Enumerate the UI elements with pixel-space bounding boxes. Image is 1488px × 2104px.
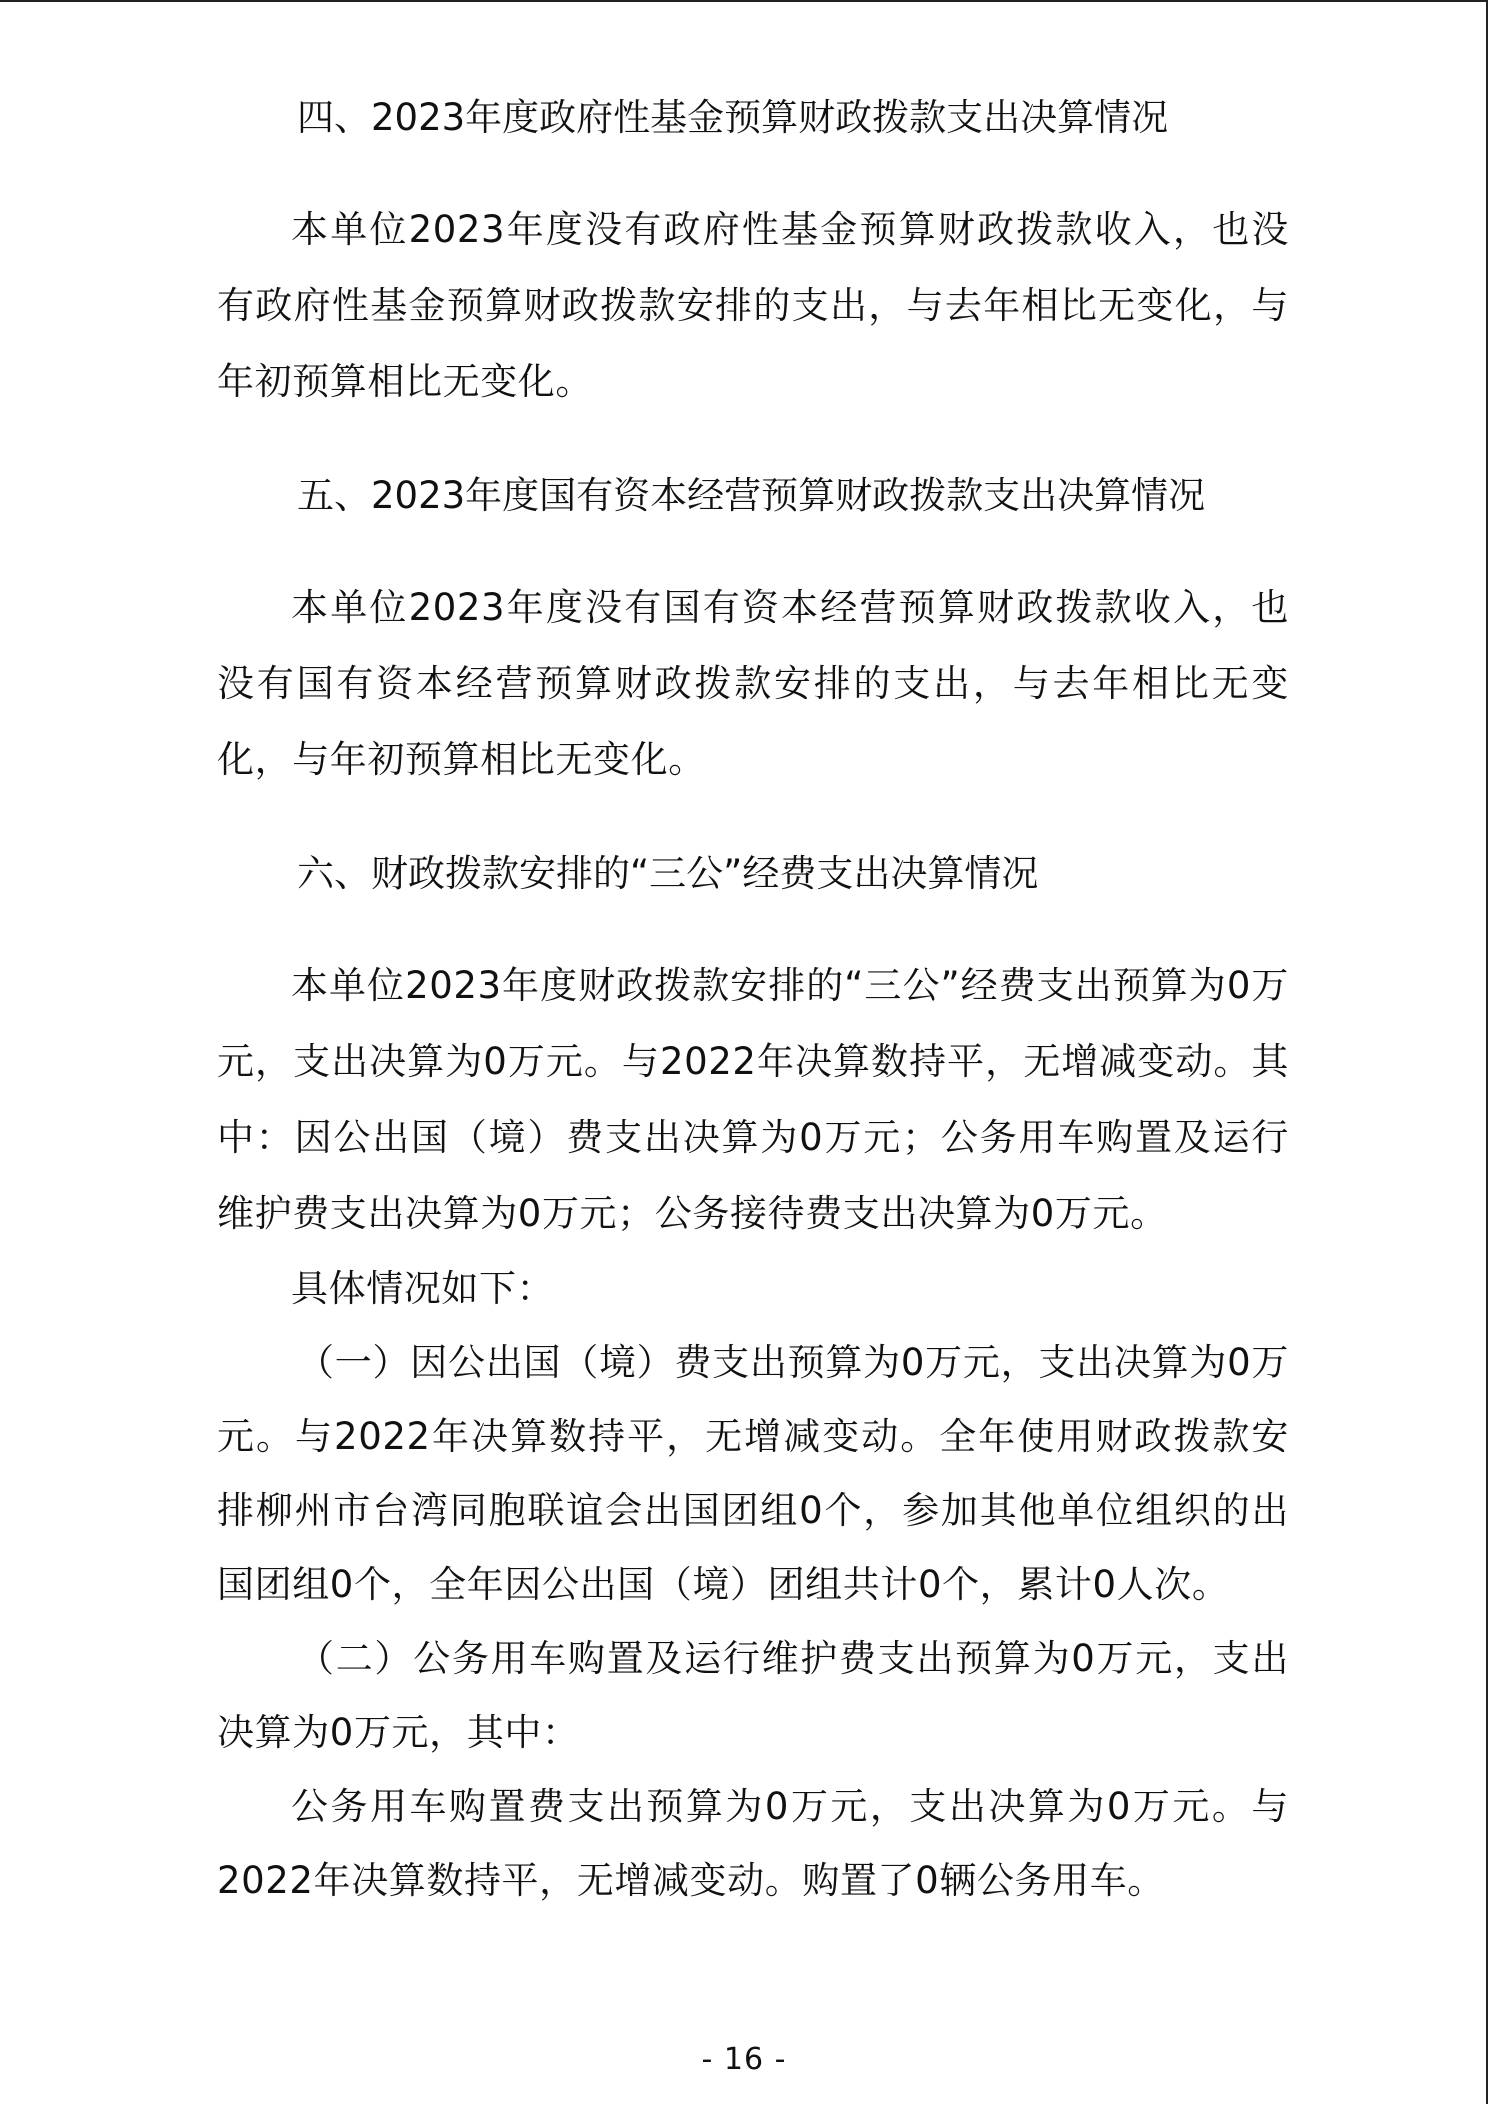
spacer xyxy=(217,798,1289,836)
section-paragraph-6: 本单位2023年度财政拨款安排的“三公”经费支出预算为0万元，支出决算为0万元。与2022年决算数持平，无增减变动。其中：因公出国（境）费支出决算为0万元；公务用车购置及运行维护费支出决算为0万元；公务接待费支出决算为0万元。 xyxy=(217,964,1289,1235)
spacer xyxy=(217,534,1289,570)
page-number: - 16 - xyxy=(701,2042,787,2077)
page-border-top xyxy=(0,0,1488,2)
document-body xyxy=(217,80,1289,1918)
section-heading-5: 五、2023年度国有资本经营预算财政拨款支出决算情况 xyxy=(297,474,1206,517)
details-item-1: （一）因公出国（境）费支出预算为0万元，支出决算为0万元。与2022年决算数持平，无增减变动。全年使用财政拨款安排柳州市台湾同胞联谊会出国团组0个，参加其他单位组织的出国团组0个，全年因公出国（境）团组共计0个，累计0人次。 xyxy=(217,1341,1289,1606)
section-heading-4: 四、2023年度政府性基金预算财政拨款支出决算情况 xyxy=(297,96,1169,139)
details-intro: 具体情况如下： xyxy=(291,1267,555,1310)
details-item-2-sub: 公务用车购置费支出预算为0万元，支出决算为0万元。与2022年决算数持平，无增减变动。购置了0辆公务用车。 xyxy=(217,1785,1289,1902)
section-paragraph-4: 本单位2023年度没有政府性基金预算财政拨款收入，也没有政府性基金预算财政拨款安排的支出，与去年相比无变化，与年初预算相比无变化。 xyxy=(217,208,1289,403)
spacer xyxy=(217,912,1289,948)
section-paragraph-5: 本单位2023年度没有国有资本经营预算财政拨款收入，也没有国有资本经营预算财政拨款安排的支出，与去年相比无变化，与年初预算相比无变化。 xyxy=(217,586,1289,781)
section-heading-6: 六、财政拨款安排的“三公”经费支出决算情况 xyxy=(297,852,1039,895)
spacer xyxy=(217,420,1289,458)
spacer xyxy=(217,156,1289,192)
details-item-2: （二）公务用车购置及运行维护费支出预算为0万元，支出决算为0万元，其中： xyxy=(217,1637,1289,1754)
